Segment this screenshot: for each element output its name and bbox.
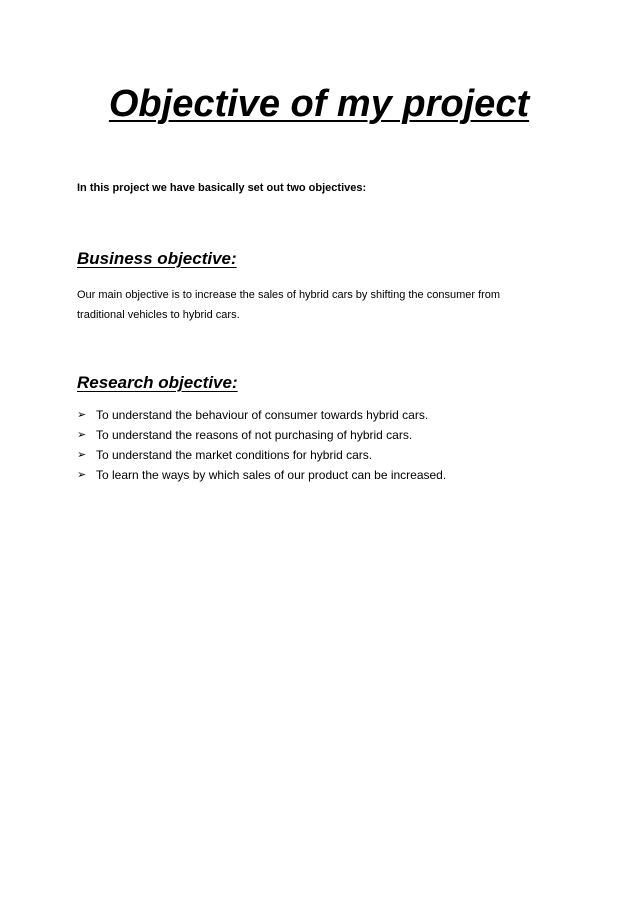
page-title: Objective of my project: [108, 83, 530, 125]
list-item-text: To learn the ways by which sales of our product can be increased.: [96, 468, 447, 482]
list-item-text: To understand the market conditions for hybrid cars.: [96, 448, 373, 462]
research-objective-list: [77, 405, 446, 485]
list-item: [77, 445, 446, 465]
list-item: [77, 405, 446, 425]
research-objective-heading: Research objective:: [77, 373, 238, 392]
list-item-text: To understand the behaviour of consumer towards hybrid cars.: [96, 408, 429, 422]
list-item: [77, 465, 446, 485]
business-objective-heading: Business objective:: [77, 249, 237, 268]
business-objective-text: Our main objective is to increase the sales of hybrid cars by shifting the consumer from traditional vehicles to hybrid cars.: [77, 289, 501, 321]
intro-text: In this project we have basically set out two objectives:: [77, 182, 367, 194]
arrowhead-bullet-icon: ➢: [77, 449, 87, 461]
arrowhead-bullet-icon: ➢: [77, 469, 87, 481]
arrowhead-bullet-icon: ➢: [77, 409, 87, 421]
list-item: [77, 425, 446, 445]
list-item-text: To understand the reasons of not purchasing of hybrid cars.: [96, 428, 413, 442]
arrowhead-bullet-icon: ➢: [77, 429, 87, 441]
